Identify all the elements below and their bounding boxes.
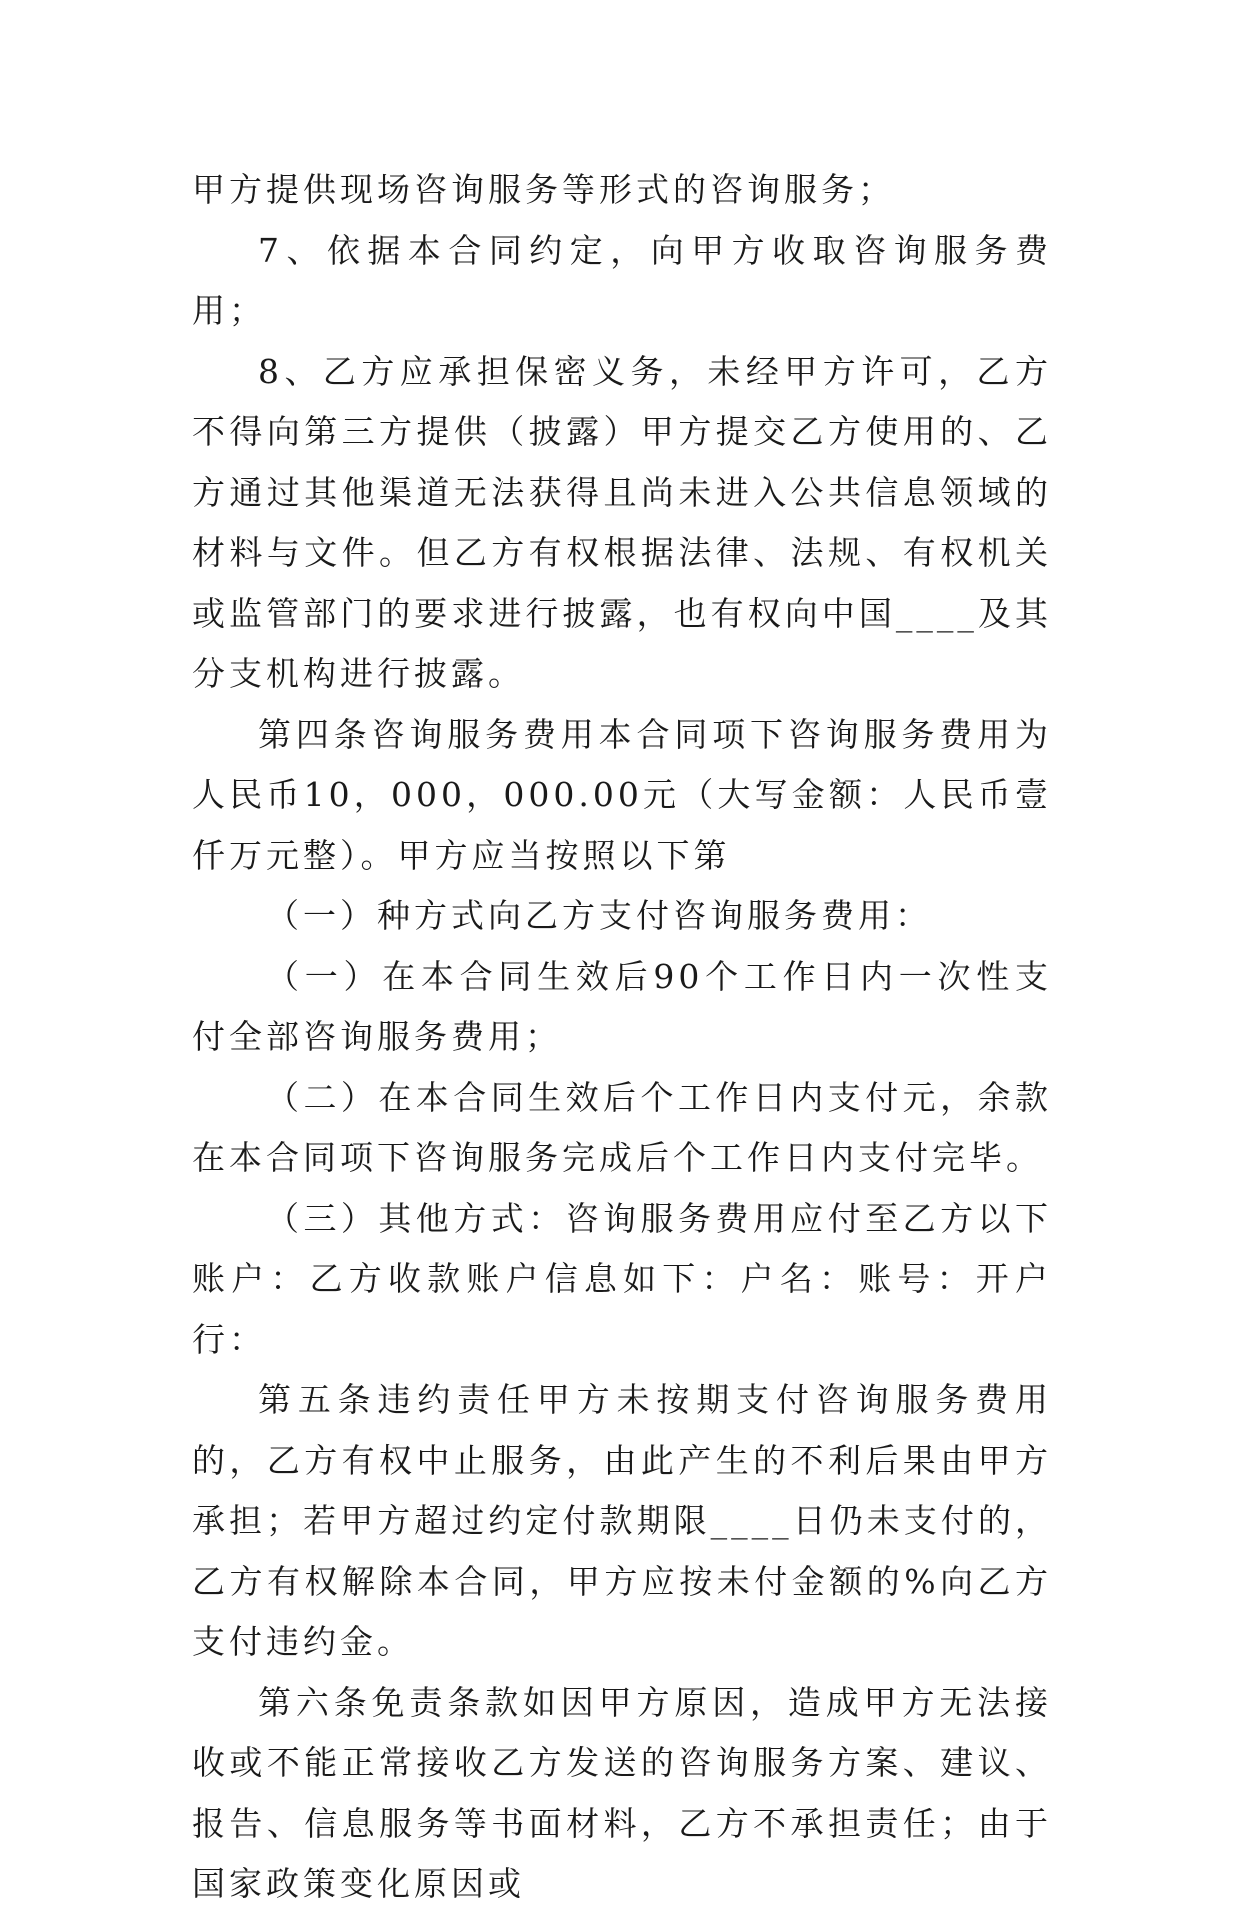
paragraph-article-5-liability: 第五条违约责任甲方未按期支付咨询服务费用的，乙方有权中止服务，由此产生的不利后果由甲方承担；若甲方超过约定付款期限____日仍未支付的，乙方有权解除本合同，甲方应按未付金额的%向乙方支付违约金。 (192, 1380, 1052, 1661)
paragraph-item-7: 7、依据本合同约定，向甲方收取咨询服务费用； (192, 230, 1052, 330)
paragraph-payment-option-2: （二）在本合同生效后个工作日内支付元，余款在本合同项下咨询服务完成后个工作日内支付完毕。 (192, 1077, 1052, 1177)
paragraph-item-8-confidentiality: 8、乙方应承担保密义务，未经甲方许可，乙方不得向第三方提供（披露）甲方提交乙方使用的、乙方通过其他渠道无法获得且尚未进入公共信息领域的材料与文件。但乙方有权根据法律、法规、有权机关或监管部门的要求进行披露，也有权向中国____及其分支机构进行披露。 (192, 351, 1052, 693)
paragraph-continuation: 甲方提供现场咨询服务等形式的咨询服务； (192, 170, 895, 209)
paragraph-article-4-fees: 第四条咨询服务费用本合同项下咨询服务费用为人民币10，000，000.00元（大写金额：人民币壹仟万元整）。甲方应当按照以下第 (192, 714, 1052, 875)
paragraph-payment-method: （一）种方式向乙方支付咨询服务费用： (266, 896, 932, 935)
paragraph-payment-option-1: （一）在本合同生效后90个工作日内一次性支付全部咨询服务费用； (192, 956, 1052, 1056)
paragraph-article-6-exemption: 第六条免责条款如因甲方原因，造成甲方无法接收或不能正常接收乙方发送的咨询服务方案、建议、报告、信息服务等书面材料，乙方不承担责任；由于国家政策变化原因或 (192, 1682, 1052, 1903)
document-body (192, 160, 1052, 1915)
paragraph-payment-option-3: （三）其他方式：咨询服务费用应付至乙方以下账户：乙方收款账户信息如下：户名：账号：开户行： (192, 1198, 1052, 1359)
